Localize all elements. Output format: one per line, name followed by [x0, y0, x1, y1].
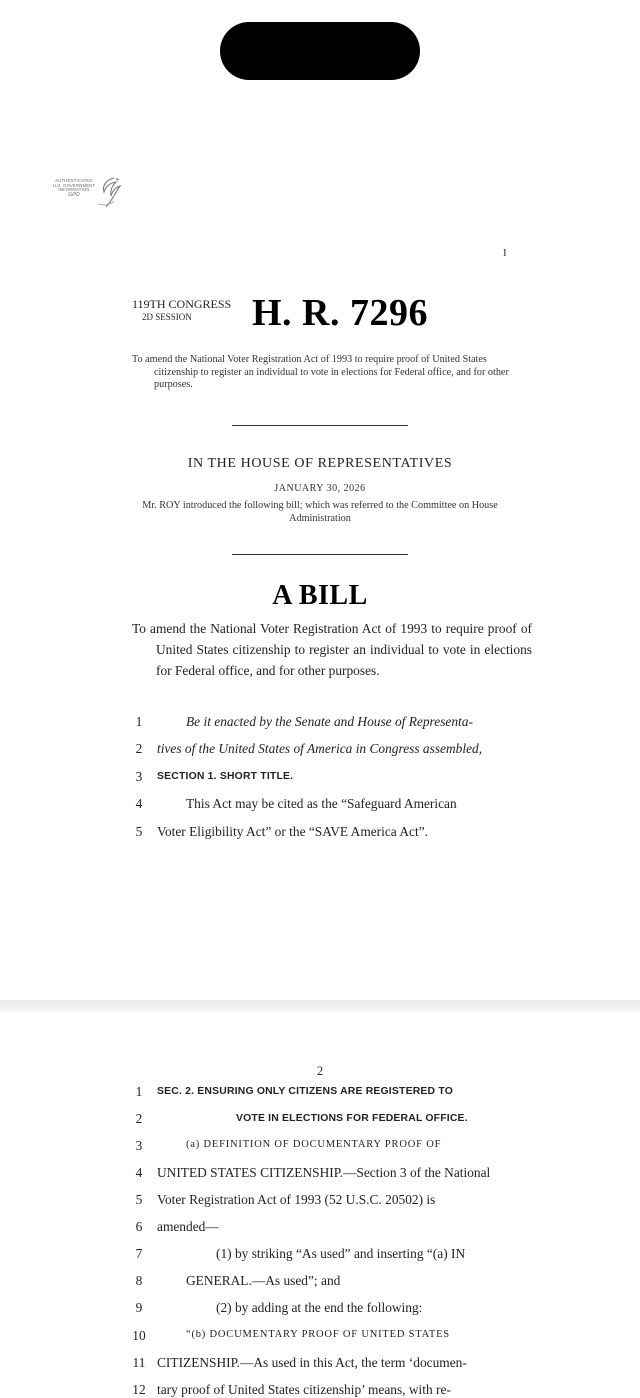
line-number: 3: [135, 769, 143, 784]
text-line: tary proof of United States citizenship’ means, with re-: [157, 1382, 451, 1397]
page-separator: [0, 1000, 640, 1012]
line-number: 10: [132, 1328, 146, 1343]
text-line: UNITED STATES CITIZENSHIP.—Section 3 of the National: [157, 1165, 491, 1180]
line-number: 5: [135, 1192, 143, 1207]
text-line: (2) by adding at the end the following:: [216, 1300, 423, 1315]
enacting-clause-line: Be it enacted by the Senate and House of Representa-: [186, 714, 473, 729]
line-number: 11: [132, 1355, 146, 1370]
subsection-heading: (a) DEFINITION OF DOCUMENTARY PROOF OF: [186, 1139, 442, 1150]
line-number: 2: [135, 741, 143, 756]
session-label: 2D SESSION: [142, 312, 192, 322]
text-line: This Act may be cited as the “Safeguard American: [186, 796, 457, 811]
congress-label: 119TH CONGRESS: [132, 297, 232, 311]
dynamic-island: [220, 22, 420, 80]
line-number: 5: [135, 824, 143, 839]
line-number: 1: [135, 1084, 143, 1099]
introduction-date: JANUARY 30, 2026: [274, 483, 366, 494]
line-number: 3: [135, 1138, 143, 1153]
text-line: GENERAL.—As used”; and: [186, 1273, 341, 1288]
chamber-heading: IN THE HOUSE OF REPRESENTATIVES: [187, 456, 453, 471]
bill-number: H. R. 7296: [252, 292, 428, 334]
eagle-icon: [92, 174, 122, 210]
enacting-clause-line: tives of the United States of America in Congress assembled,: [157, 741, 483, 756]
page-number: 2: [316, 1063, 324, 1078]
line-number: 6: [135, 1219, 143, 1234]
bill-purpose-summary: To amend the National Voter Registration Act of 1993 to require proof of United States citizenship to register an individual to vote in elections for Federal office, and for other purposes.: [132, 354, 509, 390]
gpo-authenticated-seal: AUTHENTICATED U.S. GOVERNMENT INFORMATION GPO: [52, 174, 124, 210]
text-line: Voter Eligibility Act” or the “SAVE America Act”.: [157, 824, 428, 839]
line-number: 7: [135, 1246, 143, 1261]
section-heading: SEC. 2. ENSURING ONLY CITIZENS ARE REGISTERED TO: [157, 1086, 453, 1097]
a-bill-heading: A BILL: [272, 580, 368, 611]
bill-purpose: To amend the National Voter Registration Act of 1993 to require proof of United States citizenship to register an individual to vote in elections for Federal office, and for other purposes.: [132, 621, 532, 678]
section-heading: SECTION 1. SHORT TITLE.: [157, 771, 294, 782]
text-line: CITIZENSHIP.—As used in this Act, the term ‘documen-: [157, 1355, 467, 1370]
introduction-statement: Mr. ROY introduced the following bill; which was referred to the Committee on House Administration: [142, 500, 498, 524]
text-line: Voter Registration Act of 1993 (52 U.S.C. 20502) is: [157, 1192, 436, 1207]
line-number: 8: [135, 1273, 143, 1288]
line-number: 2: [135, 1111, 143, 1126]
section-heading: VOTE IN ELECTIONS FOR FEDERAL OFFICE.: [236, 1113, 468, 1124]
congress-session: [132, 298, 231, 324]
line-number: 4: [135, 796, 143, 811]
divider-rule: [232, 425, 408, 426]
line-number: 1: [135, 714, 143, 729]
text-line: amended—: [157, 1219, 219, 1234]
divider-rule: [232, 554, 408, 555]
page-number: I: [503, 247, 507, 259]
text-line: (1) by striking “As used” and inserting “(a) IN: [216, 1246, 466, 1261]
line-number: 12: [132, 1382, 146, 1397]
text-line: “(b) DOCUMENTARY PROOF OF UNITED STATES: [186, 1329, 450, 1340]
line-number: 4: [135, 1165, 143, 1180]
line-number: 9: [135, 1300, 143, 1315]
